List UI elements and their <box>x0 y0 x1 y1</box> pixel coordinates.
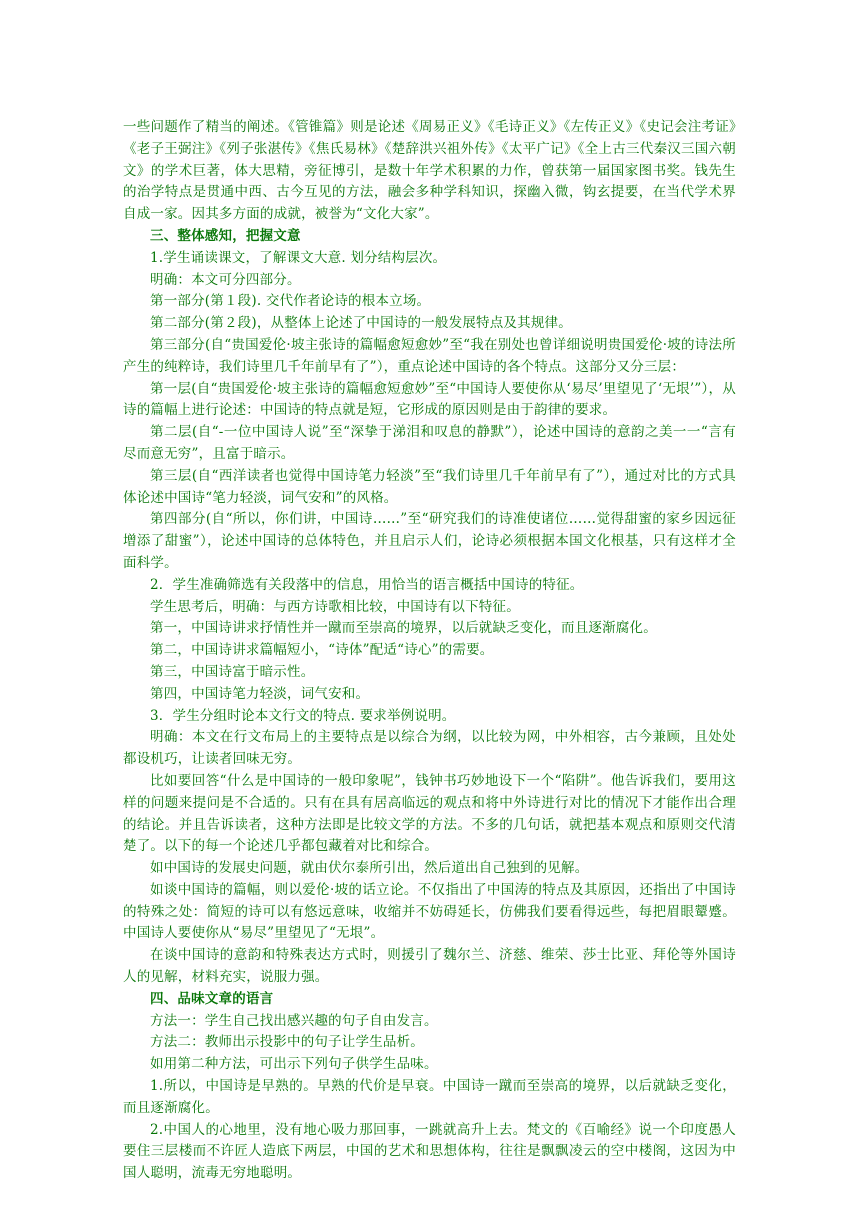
document-body <box>123 117 736 1185</box>
section-heading-language: 四、品味文章的语言 <box>150 990 274 1007</box>
paragraph-layer-2: 第二层(自“-一位中国诗人说”至“深挚于涕泪和叹息的静默”），论述中国诗的意韵之美一一“言有尽而意无穷”，且富于暗示。 <box>123 424 736 462</box>
paragraph-intro-continuation: 一些问题作了精当的阐述。《管锥篇》则是论述《周易正义》《毛诗正义》《左传正义》《史记会注考证》《老子王弼注》《列子张湛传》《焦氏易林》《楚辞洪兴祖外传》《太平广记》《全上古三代秦汉三国六朝文》的学术巨著，体大思精，旁征博引，是数十年学术积累的力作，曾获第一届国家图书奖。钱先生的治学特点是贯通中西、古今互见的方法，融会多种学科知识，探幽入微，钩玄提要，在当代学术界自成一家。因其多方面的成就，被誉为“文化大家”。 <box>123 119 736 223</box>
paragraph-feature-2: 第二，中国诗讲求篇幅短小，“诗体”配适“诗心”的需要。 <box>150 642 494 659</box>
paragraph-method-1: 方法一：学生自己找出感兴趣的句子自由发言。 <box>150 1012 438 1029</box>
paragraph-layer-1: 第一层(自“贵国爱伦·坡主张诗的篇幅愈短愈妙”至“中国诗人要使你从‘易尽’里望见了‘无垠’”），从诗的篇幅上进行论述：中国诗的特点就是短，它形成的原因则是由于韵律的要求。 <box>123 380 736 419</box>
paragraph-method-intro: 如用第二种方法，可出示下列句子供学生品味。 <box>150 1056 438 1073</box>
paragraph-example-trap: 比如要回答“什么是中国诗的一般印象呢”，钱钟书巧妙地设下一个“陷阱”。他告诉我们，要用这样的问题来提问是不合适的。只有在具有居高临远的观点和将中外诗进行对比的情况下才能作出合理的结论。并且告诉读者，这种方法即是比较文学的方法。不多的几句话，就把基本观点和原则交代清楚了。以下的每一个论述几乎都包藏着对比和综合。 <box>123 772 736 855</box>
paragraph-task-1: 1.学生诵读课文，了解课文大意. 划分结构层次。 <box>150 249 447 266</box>
section-heading-overall-perception: 三、整体感知，把握文意 <box>150 227 301 244</box>
paragraph-part-3: 第三部分(自“贵国爱伦·坡主张诗的篇幅愈短愈妙”至“我在别处也曾详细说明贵国爱伦·坡的诗法所产生的纯粹诗，我们诗里几千年前早有了”），重点论述中国诗的各个特点。这部分又分三层： <box>123 336 736 375</box>
paragraph-example-foreign-poets: 在谈中国诗的意韵和特殊表达方式时，则援引了魏尔兰、济慈、维荣、莎士比亚、拜伦等外国诗人的见解，材料充实，说服力强。 <box>123 947 736 986</box>
paragraph-method-2: 方法二：教师出示投影中的句子让学生品析。 <box>150 1034 424 1051</box>
paragraph-part-1: 第一部分(第１段). 交代作者论诗的根本立场。 <box>150 293 431 310</box>
paragraph-example-poe: 如谈中国诗的篇幅，则以爱伦·坡的话立论。不仅指出了中国涛的特点及其原因，还指出了中国诗的特殊之处：简短的诗可以有悠远意味，收缩并不妨碍延长，仿佛我们要看得远些，每把眉眼颦蹙。中国诗人要使你从“易尽”里望见了“无垠”。 <box>123 881 736 942</box>
paragraph-feature-3: 第三，中国诗富于暗示性。 <box>150 663 315 680</box>
paragraph-example-voltaire: 如中国诗的发展史问题，就由伏尔泰所引出，然后道出自己独到的见解。 <box>150 860 589 877</box>
paragraph-layer-3: 第三层(自“西洋读者也觉得中国诗笔力轻淡”至“我们诗里几千年前早有了”），通过对比的方式具体论述中国诗“笔力轻淡，词气安和”的风格。 <box>123 467 736 506</box>
paragraph-part-2: 第二部分(第２段)，从整体上论述了中国诗的一般发展特点及其规律。 <box>150 315 572 332</box>
paragraph-sentence-2: 2.中国人的心地里，没有地心吸力那回事，一跳就高升上去。梵文的《百喻经》说一个印度愚人要住三层楼而不许匠人造底下两层，中国的艺术和思想体构，往往是飘飘凌云的空中楼阁，这因为中国人聪明，流毒无穷地聪明。 <box>123 1121 736 1182</box>
paragraph-feature-1: 第一，中国诗讲求抒情性并一蹴而至崇高的境界，以后就缺乏变化，而且逐渐腐化。 <box>150 620 657 637</box>
paragraph-feature-4: 第四，中国诗笔力轻淡，词气安和。 <box>150 685 370 702</box>
paragraph-layout-answer: 明确：本文在行文布局上的主要特点是以综合为纲，以比较为网，中外相容，古今兼顾，且处处都设机巧，让读者回味无穷。 <box>123 729 736 768</box>
paragraph-answer: 明确：本文可分四部分。 <box>150 271 301 288</box>
paragraph-task-3: 3．学生分组时论本文行文的特点. 要求举例说明。 <box>150 707 456 724</box>
paragraph-features-intro: 学生思考后，明确：与西方诗歌相比较，中国诗有以下特征。 <box>150 598 520 615</box>
paragraph-task-2: 2．学生准确筛选有关段落中的信息，用恰当的语言概括中国诗的特征。 <box>150 576 584 593</box>
paragraph-sentence-1: 1.所以，中国诗是早熟的。早熟的代价是早衰。中国诗一蹴而至崇高的境界，以后就缺乏变化，而且逐渐腐化。 <box>123 1078 736 1116</box>
paragraph-part-4: 第四部分(自“所以，你们讲，中国诗……”至“研究我们的诗准使诸位……觉得甜蜜的家乡因远征增添了甜蜜”），论述中国诗的总体特色，并且启示人们，论诗必须根据本国文化根基，只有这样才全面科学。 <box>123 511 736 571</box>
